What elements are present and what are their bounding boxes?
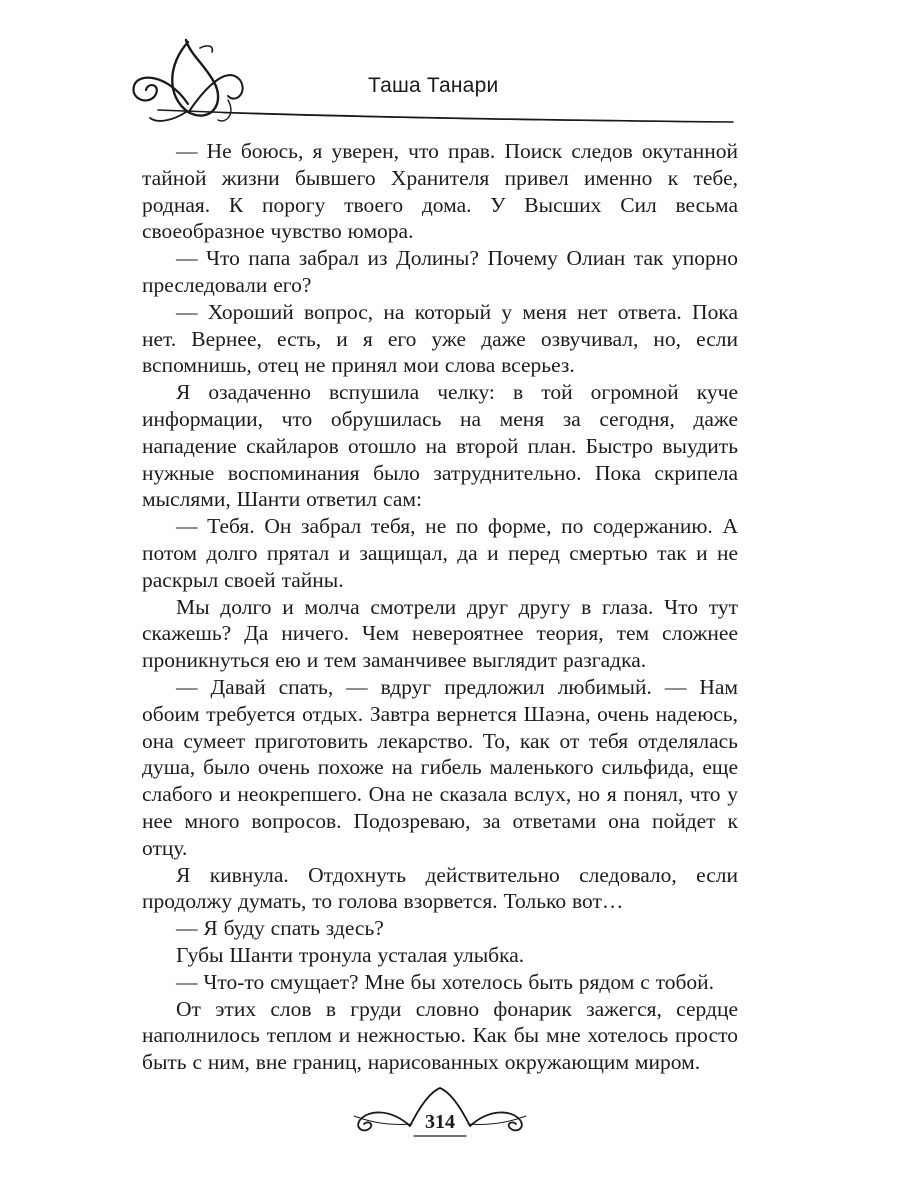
paragraph-6: Мы долго и молча смотрели друг другу в глаза. Что тут скажешь? Да ничего. Чем невероятнее теория, тем сложнее проникнуться ею и тем заманчивее выглядит разгадка.	[142, 594, 738, 673]
paragraph-2: — Что папа забрал из Долины? Почему Олиан так упорно преследовали его?	[142, 246, 738, 297]
page-body	[142, 138, 738, 1076]
paragraph-12: От этих слов в груди словно фонарик зажегся, сердце наполнилось теплом и нежностью. Как бы мне хотелось просто быть с ним, вне границ, нарисованных окружающим миром.	[142, 996, 738, 1075]
paragraph-10: Губы Шанти тронула усталая улыбка.	[176, 942, 525, 967]
paragraph-3: — Хороший вопрос, на который у меня нет ответа. Пока нет. Вернее, есть, и я его уже даже озвучивал, но, если вспомнишь, отец не принял мои слова всерьез.	[142, 299, 738, 378]
running-header-author: Таша Танари	[368, 74, 499, 97]
paragraph-9: — Я буду спать здесь?	[176, 916, 384, 941]
paragraph-7: — Давай спать, — вдруг предложил любимый. — Нам обоим требуется отдых. Завтра вернется Шаэна, очень надеюсь, она сумеет приготовить лекарство. То, как от тебя отделялась душа, было очень похоже на гибель маленького сильфида, еще слабого и неокрепшего. Она не сказала вслух, но я понял, что у нее много вопросов. Подозреваю, за ответами она пойдет к отцу.	[142, 674, 738, 860]
paragraph-4: Я озадаченно вспушила челку: в той огромной куче информации, что обрушилась на меня за сегодня, даже нападение скайларов отошло на второй план. Быстро выудить нужные воспоминания было затруднительно. Пока скрипела мыслями, Шанти ответил сам:	[142, 380, 738, 512]
paragraph-8: Я кивнула. Отдохнуть действительно следовало, если продолжу думать, то голова взорвется. Только вот…	[142, 862, 738, 914]
paragraph-5: — Тебя. Он забрал тебя, не по форме, по содержанию. А потом долго прятал и защищал, да и перед смертью так и не раскрыл своей тайны.	[142, 514, 738, 592]
paragraph-1: — Не боюсь, я уверен, что прав. Поиск следов окутанной тайной жизни бывшего Хранителя привел именно к тебе, родная. К порогу твоего дома. У Высших Сил весьма своеобразное чувство юмора.	[142, 139, 738, 244]
page-number: 314	[425, 1111, 455, 1133]
paragraph-11: — Что-то смущает? Мне бы хотелось быть рядом с тобой.	[176, 969, 715, 994]
